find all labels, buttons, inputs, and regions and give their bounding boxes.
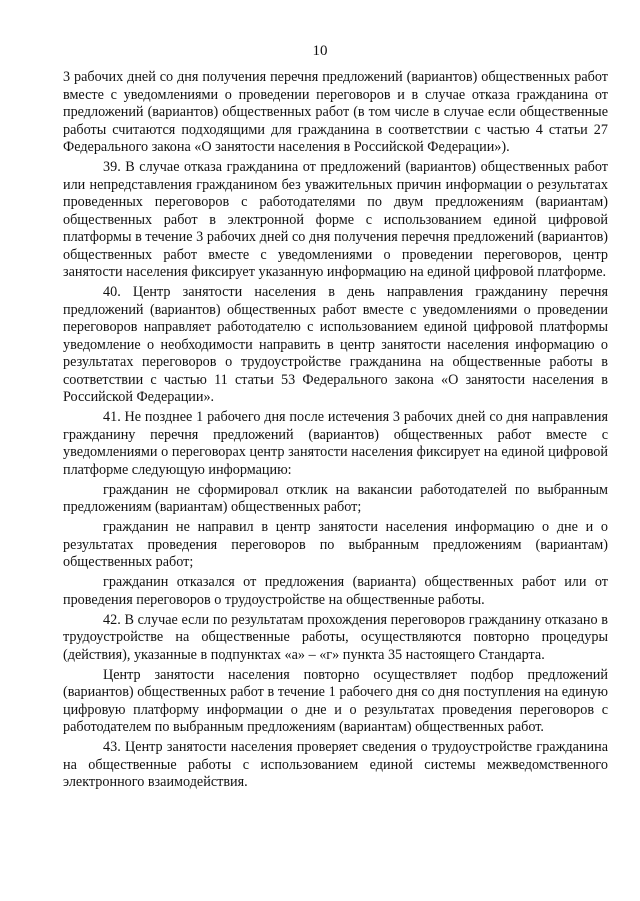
list-item-refusal: гражданин отказался от предложения (варианта) общественных работ или от проведения переговоров о трудоустройстве на общественные работы. <box>63 574 608 608</box>
paragraph-40: 40. Центр занятости населения в день направления гражданину перечня предложений (вариантов) общественных работ вместе с уведомлениями о проведении переговоров направляет работодателю с использованием единой цифровой платформы уведомление о необходимости направить в центр занятости населения информацию о результатах переговоров о трудоустройстве гражданина на общественные работы в соответствии с частью 11 статьи 53 Федерального закона «О занятости населения в Российской Федерации». <box>63 284 608 405</box>
paragraph-41: 41. Не позднее 1 рабочего дня после истечения 3 рабочих дней со дня направления гражданину перечня предложений (вариантов) общественных работ вместе с уведомлениями о переговорах центр занятости населения фиксирует на единой цифровой платформе следующую информацию: <box>63 409 608 478</box>
list-item-no-response: гражданин не сформировал отклик на вакансии работодателей по выбранным предложениям (вариантам) общественных работ; <box>63 481 608 515</box>
paragraph-39: 39. В случае отказа гражданина от предложений (вариантов) общественных работ или непредставления гражданином без уважительных причин информации о результатах проведенных переговоров с работодателями по двум предложениям (вариантам) общественных работ в электронной форме с использованием единой цифровой платформы в течение 3 рабочих дней со дня получения перечня предложений (вариантов) общественных работ вместе с уведомлениями о проведении переговоров, центр занятости населения фиксирует указанную информацию на единой цифровой платформе. <box>63 159 608 280</box>
document-body <box>63 69 608 794</box>
paragraph-43: 43. Центр занятости населения проверяет сведения о трудоустройстве гражданина на общественные работы с использованием единой системы межведомственного электронного взаимодействия. <box>63 739 608 790</box>
list-item-no-information: гражданин не направил в центр занятости населения информацию о дне и о результатах проведения переговоров по выбранным предложениям (вариантам) общественных работ; <box>63 519 608 570</box>
paragraph-continuation: 3 рабочих дней со дня получения перечня предложений (вариантов) общественных работ вместе с уведомлениями о проведении переговоров и в случае отказа гражданина от предложений (вариантов) общественных работ (в том числе в случае если общественные работы считаются подходящими для гражданина в соответствии с частью 4 статьи 27 Федерального закона «О занятости населения в Российской Федерации»). <box>63 69 608 155</box>
page-number: 10 <box>312 43 328 59</box>
paragraph-42: 42. В случае если по результатам прохождения переговоров гражданину отказано в трудоустройстве на общественные работы, осуществляются повторно процедуры (действия), указанные в подпунктах «а» – «г» пункта 35 настоящего Стандарта. <box>63 611 608 663</box>
paragraph-42-continuation: Центр занятости населения повторно осуществляет подбор предложений (вариантов) общественных работ в течение 1 рабочего дня со дня поступления на единую цифровую платформу информации о дне и о результатах проведения переговоров с работодателем по выбранным предложениям (вариантам) общественных работ. <box>63 666 608 735</box>
